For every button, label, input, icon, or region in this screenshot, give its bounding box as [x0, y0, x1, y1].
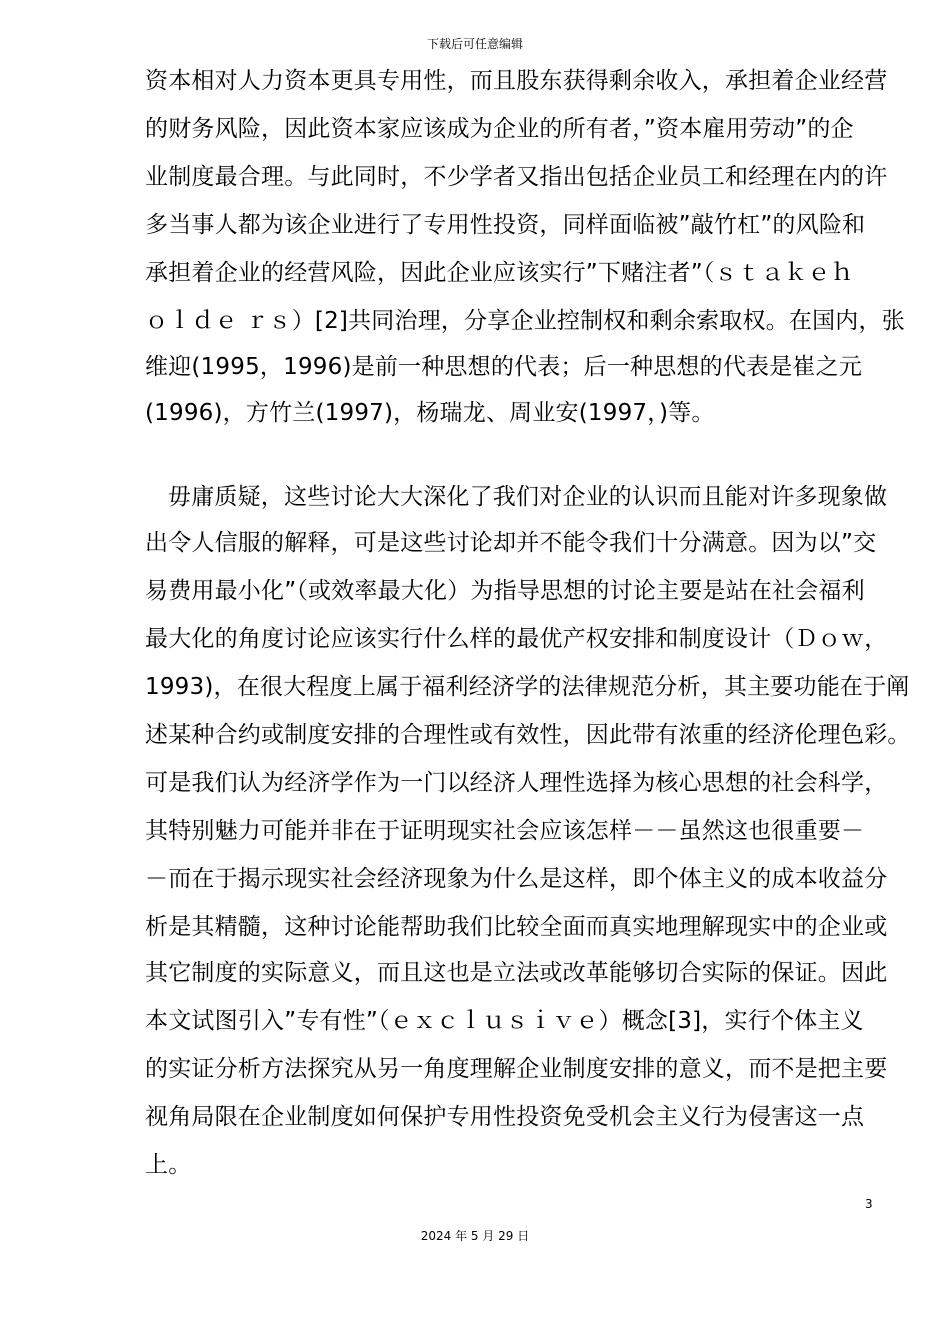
text-line: 析是其精髓，这种讨论能帮助我们比较全面而真实地理解现实中的企业或	[145, 914, 888, 940]
page-number: 3	[865, 1197, 873, 1211]
text-line: 可是我们认为经济学作为一门以经济人理性选择为核心思想的社会科学，	[145, 770, 888, 796]
text-line: 易费用最小化”（或效率最大化）为指导思想的讨论主要是站在社会福利	[145, 578, 865, 604]
page-header: 下载后可任意编辑	[426, 37, 523, 51]
text-line: ｏｌｄｅ ｒｓ）[2]共同治理，分享企业控制权和剩余索取权。在国内，张	[145, 308, 905, 334]
text-line: 出令人信服的解释，可是这些讨论却并不能令我们十分满意。因为以”交	[145, 530, 877, 556]
text-line: 其特别魅力可能并非在于证明现实社会应该怎样－－虽然这也很重要－	[145, 818, 865, 844]
text-line: 毋庸质疑，这些讨论大大深化了我们对企业的认识而且能对许多现象做	[168, 484, 888, 510]
text-line: 本文试图引入”专有性”（ｅｘｃｌｕｓｉｖｅ）概念[3]，实行个体主义	[145, 1008, 864, 1034]
text-line: 业制度最合理。与此同时，不少学者又指出包括企业员工和经理在内的许	[145, 164, 888, 190]
text-line: 视角局限在企业制度如何保护专用性投资免受机会主义行为侵害这一点	[145, 1104, 865, 1130]
text-line: 维迎(1995，1996)是前一种思想的代表；后一种思想的代表是崔之元	[145, 354, 863, 380]
text-line: 多当事人都为该企业进行了专用性投资，同样面临被”敲竹杠”的风险和	[145, 212, 866, 238]
text-line: －而在于揭示现实社会经济现象为什么是这样，即个体主义的成本收益分	[145, 866, 888, 892]
text-line: 其它制度的实际意义，而且这也是立法或改革能够切合实际的保证。因此	[145, 960, 888, 986]
text-line: 述某种合约或制度安排的合理性或有效性，因此带有浓重的经济伦理色彩。	[145, 722, 911, 748]
text-line: 承担着企业的经营风险，因此企业应该实行”下赌注者”（ｓｔａｋｅｈ	[145, 260, 854, 286]
text-line: 最大化的角度讨论应该实行什么样的最优产权安排和制度设计（Ｄｏｗ，	[145, 626, 888, 652]
text-line: 的财务风险，因此资本家应该成为企业的所有者，”资本雇用劳动”的企	[145, 116, 854, 142]
text-line: (1996)，方竹兰(1997)，杨瑞龙、周业安(1997，)等。	[145, 400, 715, 426]
page-footer-date: 2024 年 5 月 29 日	[420, 1229, 530, 1243]
text-line: 上。	[145, 1152, 192, 1178]
text-line: 的实证分析方法探究从另一角度理解企业制度安排的意义，而不是把主要	[145, 1056, 888, 1082]
text-line: 资本相对人力资本更具专用性，而且股东获得剩余收入，承担着企业经营	[145, 68, 888, 94]
text-line: 1993)，在很大程度上属于福利经济学的法律规范分析，其主要功能在于阐	[145, 674, 910, 700]
